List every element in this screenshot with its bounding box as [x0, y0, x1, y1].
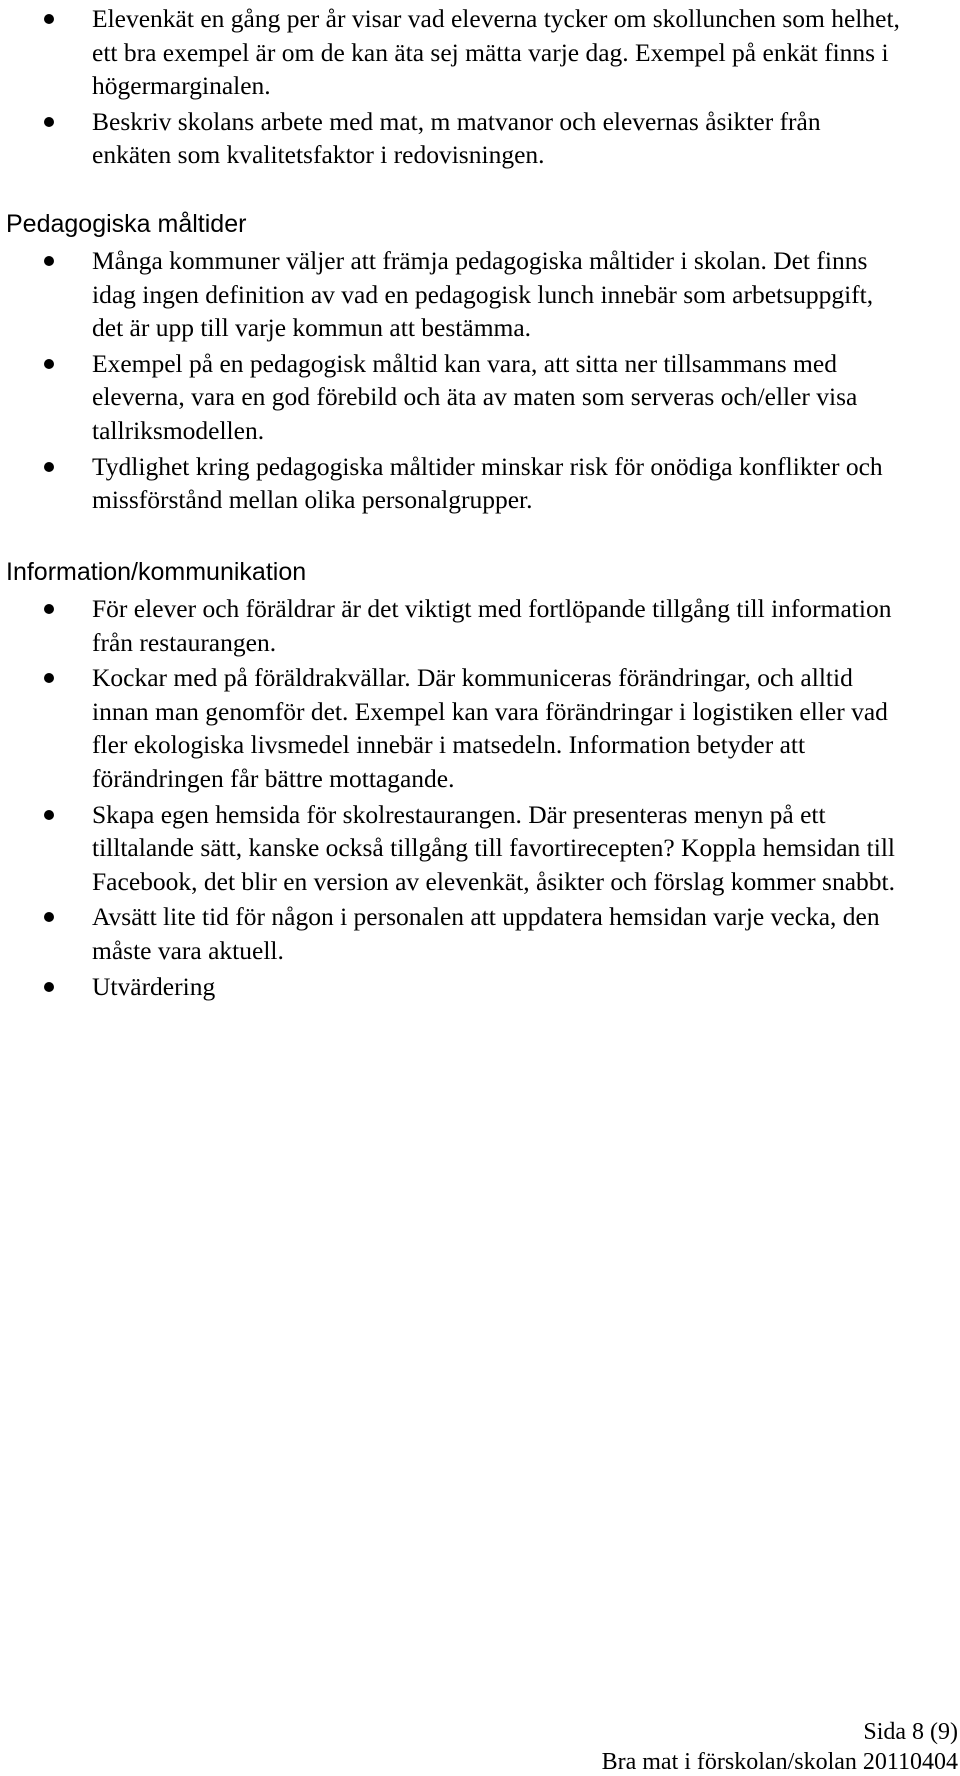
pedagogiska-bullet-list: [0, 244, 900, 519]
section-heading-pedagogiska: Pedagogiska måltider: [6, 210, 247, 238]
bullet-text: Tydlighet kring pedagogiska måltider minskar risk för onödiga konflikter och missförstånd mellan olika personalgrupper.: [92, 451, 883, 515]
list-item: [0, 244, 900, 345]
bullet-icon: [44, 256, 54, 266]
page-number: Sida 8 (9): [863, 1719, 958, 1745]
list-item: [0, 592, 900, 659]
bullet-text: Utvärdering: [92, 971, 216, 1001]
list-item: [0, 661, 900, 795]
bullet-icon: [44, 117, 54, 127]
bullet-text: Elevenkät en gång per år visar vad eleverna tycker om skollunchen som helhet, ett bra exempel är om de kan äta sej mätta varje dag. Exempel på enkät finns i högermarginalen.: [92, 4, 900, 101]
bullet-icon: [44, 912, 54, 922]
information-bullet-list: [0, 592, 900, 1005]
list-item: [0, 450, 900, 517]
bullet-text: Exempel på en pedagogisk måltid kan vara, att sitta ner tillsammans med eleverna, vara en god förebild och äta av maten som serveras och/eller visa tallriksmodellen.: [92, 348, 858, 445]
list-item: [0, 970, 900, 1004]
bullet-icon: [44, 462, 54, 472]
list-item: [0, 347, 900, 448]
bullet-icon: [44, 810, 54, 820]
bullet-text: Kockar med på föräldrakvällar. Där kommuniceras förändringar, och alltid innan man genomför det. Exempel kan vara förändringar i logistiken eller vad fler ekologiska livsmedel innebär i matsedeln. Information betyder att förändringen får bättre mottagande.: [92, 663, 888, 793]
list-item: [0, 900, 900, 967]
bullet-icon: [44, 604, 54, 614]
list-item: [0, 105, 900, 172]
list-item: [0, 798, 900, 899]
intro-bullet-list: [0, 2, 900, 174]
bullet-icon: [44, 359, 54, 369]
document-footer-title: Bra mat i förskolan/skolan 20110404: [601, 1749, 958, 1775]
bullet-text: Skapa egen hemsida för skolrestaurangen. Där presenteras menyn på ett tilltalande sätt, kanske också tillgång till favortirecepten? Koppla hemsidan till Facebook, det blir en version av elevenkät, åsikter och förslag kommer snabbt.: [92, 799, 896, 896]
section-heading-information: Information/kommunikation: [6, 558, 307, 586]
bullet-text: För elever och föräldrar är det viktigt med fortlöpande tillgång till information från restaurangen.: [92, 594, 892, 657]
bullet-icon: [44, 14, 54, 24]
bullet-text: Beskriv skolans arbete med mat, m matvanor och elevernas åsikter från enkäten som kvalitetsfaktor i redovisningen.: [92, 106, 821, 170]
bullet-text: Avsätt lite tid för någon i personalen att uppdatera hemsidan varje vecka, den måste vara aktuell.: [92, 902, 880, 965]
bullet-icon: [44, 673, 54, 683]
list-item: [0, 2, 900, 103]
bullet-text: Många kommuner väljer att främja pedagogiska måltider i skolan. Det finns idag ingen definition av vad en pedagogisk lunch innebär som arbetsuppgift, det är upp till varje kommun att bestämma.: [92, 246, 874, 343]
bullet-icon: [44, 982, 54, 992]
